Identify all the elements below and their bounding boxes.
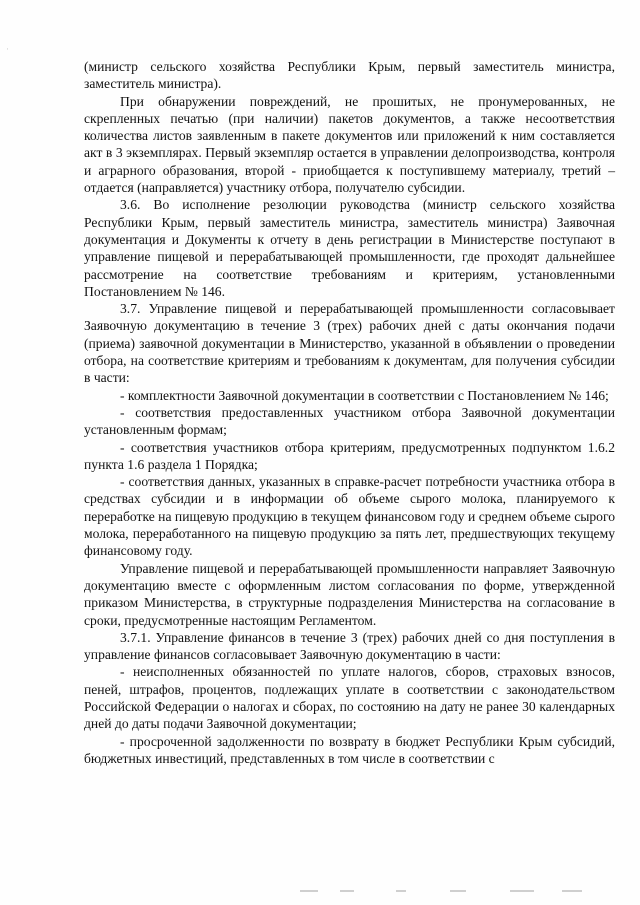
paragraph: - комплектности Заявочной документации в соответствии с Постановлением № 146;	[120, 387, 609, 403]
paragraph: - просроченной задолженности по возврату в бюджет Республики Крым субсидий, бюджетных инвестиций, представленных в том числе в соответствии с	[84, 733, 615, 766]
paragraph: - соответствия данных, указанных в справке-расчет потребности участника отбора в средствах субсидии и в информации об объеме сырого молока, планируемого к переработке на пищевую продукцию в текущем финансовом году и среднем объеме сырого молока, переработанного на пищевую продукцию за пять лет, предшествующих текущему финансовому году.	[84, 474, 615, 559]
paragraph: - соответствия участников отбора критериям, предусмотренных подпунктом 1.6.2 пункта 1.6 раздела 1 Порядка;	[84, 439, 615, 472]
paragraph: Управление пищевой и перерабатывающей промышленности направляет Заявочную документацию вместе с оформленным листом согласования по форме, утвержденной приказом Министерства, в структурные подразделения Министерства на согласование в сроки, предусмотренные настоящим Регламентом.	[84, 560, 615, 628]
paragraph: 3.7.1. Управление финансов в течение 3 (трех) рабочих дней со дня поступления в управление финансов согласовывает Заявочную документацию в части:	[84, 629, 615, 663]
document-body	[84, 58, 615, 767]
paragraph: (министр сельского хозяйства Республики Крым, первый заместитель министра, заместитель министра).	[84, 59, 615, 92]
scan-margin-mark: ·	[6, 44, 9, 54]
paragraph: - соответствия предоставленных участником отбора Заявочной документации установленным формам;	[84, 404, 615, 438]
scan-bottom-artifact	[300, 890, 600, 896]
paragraph: 3.7. Управление пищевой и перерабатывающей промышленности согласовывает Заявочную документацию в течение 3 (трех) рабочих дней с даты окончания подачи (приема) заявочной документации в Министерство, указанной в объявлении о проведении отбора, на соответствие критериям и требованиям к документам, для получения субсидии в части:	[84, 301, 615, 386]
paragraph: 3.6. Во исполнение резолюции руководства (министр сельского хозяйства Республики Крым, первый заместитель министра, заместитель министра) Заявочная документация и Документы к отчету в день регистрации в Министерстве поступают в управление пищевой и перерабатывающей промышленности, где проходят дальнейшее рассмотрение на соответствие требованиям и критериям, установленными Постановлением № 146.	[84, 197, 615, 299]
paragraph: - неисполненных обязанностей по уплате налогов, сборов, страховых взносов, пеней, штрафов, процентов, подлежащих уплате в соответствии с законодательством Российской Федерации о налогах и сборах, по состоянию на дату не ранее 30 календарных дней до даты подачи Заявочной документации;	[84, 664, 615, 732]
paragraph: При обнаружении повреждений, не прошитых, не пронумерованных, не скрепленных печатью (при наличии) пакетов документов, а также несоответствия количества листов заявленным в пакете документов или приложений к ним составляется акт в 3 экземплярах. Первый экземпляр остается в управлении делопроизводства, контроля и аграрного образования, второй - приобщается к поступившему материалу, третий – отдается (направляется) участнику отбора, получателю субсидии.	[84, 93, 615, 196]
